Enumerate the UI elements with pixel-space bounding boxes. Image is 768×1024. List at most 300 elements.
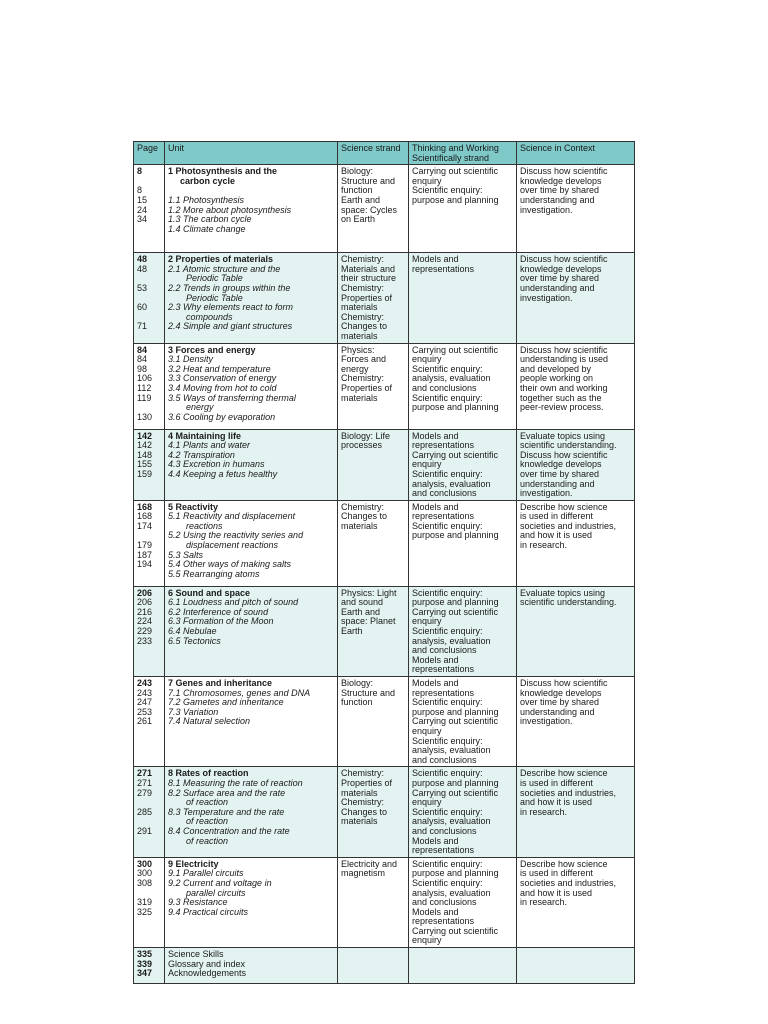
unit-title: 3 Forces and energy <box>168 344 256 355</box>
cell-line: purpose and planning <box>412 194 499 205</box>
cell-line: Chemistry: <box>341 797 385 808</box>
page-number: 142 <box>137 430 153 441</box>
cell-line: understanding and <box>520 194 595 205</box>
topic-number: 2.3 <box>168 302 184 313</box>
cell-line: purpose and planning <box>412 402 499 413</box>
cell-line: Scientific enquiry: <box>412 735 483 746</box>
topic-title: Tectonics <box>183 635 221 646</box>
topic-number: 6.3 <box>168 616 184 627</box>
unit-cell <box>165 253 338 343</box>
cell-line: Carrying out scientific <box>412 787 499 798</box>
topic-number: 7.1 <box>168 687 184 698</box>
page-number: 216 <box>137 606 153 617</box>
header-science-strand: Science strand <box>338 142 409 165</box>
cell-line: knowledge develops <box>520 687 602 698</box>
topic-title: The carbon cycle <box>183 214 252 225</box>
cell-line: Describe how science <box>520 768 608 779</box>
topic-title: Moving from hot to cold <box>183 382 277 393</box>
cell-line: Carrying out scientific <box>412 344 499 355</box>
science-strand-cell <box>338 165 409 253</box>
topic-number: 5.4 <box>168 559 184 570</box>
topic-line <box>168 225 334 235</box>
topic-number: 9.1 <box>168 868 184 879</box>
unit-cell <box>165 429 338 500</box>
unit-title: 7 Genes and inheritance <box>168 678 273 689</box>
science-in-context-cell <box>517 677 635 767</box>
page-cell <box>134 586 165 676</box>
cell-line: representations <box>412 511 475 522</box>
unit-title: 8 Rates of reaction <box>168 768 249 779</box>
cell-line: Discuss how scientific <box>520 166 608 177</box>
thinking-strand-cell <box>409 165 517 253</box>
topic-number: 5.2 <box>168 530 184 541</box>
topic-title: Transpiration <box>183 449 235 460</box>
page-number: 34 <box>137 214 148 225</box>
cell-line: knowledge develops <box>520 459 602 470</box>
topic-title: Reactivity and displacement <box>183 511 296 522</box>
page-number: 155 <box>137 459 153 470</box>
cell-line: Scientific enquiry: <box>412 587 483 598</box>
cell-line: Structure and <box>341 687 396 698</box>
cell-line: enquiry <box>412 935 442 946</box>
cell-line: representations <box>412 664 475 675</box>
cell-line: and conclusions <box>412 382 477 393</box>
page-number: 271 <box>137 768 153 779</box>
science-in-context-cell <box>517 165 635 253</box>
cell-line: Chemistry: <box>341 768 385 779</box>
header-science-in-context: Science in Context <box>517 142 635 165</box>
topic-number: 1.1 <box>168 194 184 205</box>
cell-line: space: Cycles <box>341 204 398 215</box>
page-cell <box>134 677 165 767</box>
thinking-strand-cell <box>409 857 517 947</box>
thinking-strand-cell <box>409 767 517 857</box>
topic-title: Measuring the rate of reaction <box>183 777 303 788</box>
cell-line: in research. <box>520 540 568 551</box>
cell-line: and conclusions <box>412 754 477 765</box>
page-number: 84 <box>137 344 148 355</box>
topic-line: parallel circuits <box>186 887 246 898</box>
topic-title: Atomic structure and the <box>182 263 281 274</box>
unit-row <box>134 429 635 500</box>
cell-line: Describe how science <box>520 858 608 869</box>
cell-line: Evaluate topics using <box>520 430 606 441</box>
topic-line: Periodic Table <box>186 292 243 303</box>
cell-line: Models and <box>412 835 459 846</box>
cell-line: Scientific enquiry: <box>412 520 483 531</box>
cell-line: space: Planet <box>341 616 396 627</box>
cell-line: enquiry <box>412 726 442 736</box>
topic-title: Chromosomes, genes and DNA <box>183 687 311 698</box>
page-number: 261 <box>137 716 153 727</box>
cell-line: analysis, evaluation <box>412 887 491 898</box>
topic-number: 7.4 <box>168 716 184 727</box>
cell-line: Models and <box>412 654 459 665</box>
topic-number: 3.2 <box>168 363 184 374</box>
page-number: 308 <box>137 877 153 888</box>
page-number: 71 <box>137 321 148 332</box>
cell-line: materials <box>341 787 378 798</box>
topic-line <box>168 470 334 480</box>
topic-title: Loudness and pitch of sound <box>183 597 299 608</box>
topic-number: 9.4 <box>168 906 184 917</box>
page-number: 179 <box>137 540 153 551</box>
cell-line: enquiry <box>412 797 442 808</box>
cell-line: and how it is used <box>520 797 593 808</box>
page-number: 347 <box>137 968 153 979</box>
cell-line: Properties of <box>341 292 393 303</box>
topic-title: Photosynthesis <box>183 194 245 205</box>
topic-line: of reaction <box>186 835 229 846</box>
cell-line: Scientific enquiry: <box>412 363 483 374</box>
cell-line: analysis, evaluation <box>412 635 491 646</box>
topic-line: of reaction <box>186 816 229 827</box>
cell-line: societies and industries, <box>520 787 617 798</box>
topic-line <box>168 322 334 332</box>
topic-title: Heat and temperature <box>183 363 271 374</box>
cell-line: Carrying out scientific <box>412 449 499 460</box>
unit-row <box>134 677 635 767</box>
cell-line: scientific understanding. <box>520 440 617 451</box>
unit-cell <box>165 677 338 767</box>
science-strand-cell <box>338 767 409 857</box>
cell-line: Earth and <box>341 194 381 205</box>
backmatter-row <box>134 948 635 984</box>
thinking-strand-cell <box>409 677 517 767</box>
topic-number: 7.2 <box>168 697 184 708</box>
cell-line: Changes to <box>341 511 388 522</box>
topic-number: 9.3 <box>168 897 184 908</box>
page-number: 84 <box>137 354 148 365</box>
cell-line: analysis, evaluation <box>412 816 491 827</box>
page-number: 148 <box>137 449 153 460</box>
science-in-context-cell <box>517 857 635 947</box>
cell-line: is used in different <box>520 511 593 522</box>
thinking-strand-cell <box>409 586 517 676</box>
topic-number: 6.5 <box>168 635 184 646</box>
cell-line: materials <box>341 392 378 403</box>
cell-line: Models and <box>412 501 459 512</box>
header-row <box>134 142 635 165</box>
cell-line: Scientific enquiry: <box>412 768 483 779</box>
topic-title: Plants and water <box>183 440 251 451</box>
unit-title: 1 Photosynthesis and the <box>168 166 278 177</box>
cell-line: Forces and <box>341 354 387 365</box>
topic-title: Conservation of energy <box>183 373 277 384</box>
cell-line: and conclusions <box>412 825 477 836</box>
cell-line: Physics: <box>341 344 375 355</box>
unit-cell <box>165 343 338 429</box>
topic-number: 8.1 <box>168 777 184 788</box>
cell-line: Chemistry: <box>341 282 385 293</box>
header-thinking-strand: Thinking and Working Scientifically strand <box>409 142 517 165</box>
page-number: 112 <box>137 382 152 393</box>
unit-row <box>134 165 635 253</box>
page-number: 48 <box>137 263 148 274</box>
unit-cell <box>165 165 338 253</box>
cell-line: purpose and planning <box>412 868 499 879</box>
unit-row <box>134 253 635 343</box>
topic-title: Parallel circuits <box>183 868 244 879</box>
page-cell <box>134 767 165 857</box>
topic-number: 2.2 <box>168 282 184 293</box>
topic-title: Natural selection <box>183 716 251 727</box>
cell-line: Evaluate topics using <box>520 587 606 598</box>
page-number: 243 <box>137 687 153 698</box>
topic-title: Keeping a fetus healthy <box>183 468 278 479</box>
page-number: 168 <box>137 511 153 522</box>
page-cell <box>134 253 165 343</box>
page-cell <box>134 343 165 429</box>
topic-title: Other ways of making salts <box>183 559 292 570</box>
topic-line <box>168 413 334 423</box>
topic-number: 3.4 <box>168 382 184 393</box>
topic-title: Gametes and inheritance <box>183 697 284 708</box>
cell-line: Scientific enquiry: <box>412 877 483 888</box>
cell-line: Properties of <box>341 382 393 393</box>
topic-number: 7.3 <box>168 706 184 717</box>
unit-row <box>134 500 635 586</box>
topic-number: 6.2 <box>168 606 184 617</box>
page-number: 98 <box>137 363 148 374</box>
cell-line: people working on <box>520 373 594 384</box>
topic-number: 5.5 <box>168 568 184 579</box>
page-number: 142 <box>137 440 153 451</box>
cell-line: and how it is used <box>520 887 593 898</box>
topic-line: displacement reactions <box>186 540 279 551</box>
cell-line: understanding and <box>520 478 595 489</box>
science-in-context-cell <box>517 343 635 429</box>
cell-line: Models and <box>412 906 459 917</box>
science-strand-cell <box>338 343 409 429</box>
page-cell <box>134 948 165 984</box>
topic-title: Simple and giant structures <box>183 321 293 332</box>
topic-title: Climate change <box>183 223 246 234</box>
unit-cell <box>165 500 338 586</box>
cell-line: Scientific enquiry: <box>412 468 483 479</box>
cell-line: investigation. <box>520 292 573 303</box>
unit-cell <box>165 767 338 857</box>
topic-line: compounds <box>186 311 233 322</box>
cell-line: representations <box>412 916 475 927</box>
cell-line: societies and industries, <box>520 877 617 888</box>
cell-line: Carrying out scientific <box>412 166 499 177</box>
topic-title: Variation <box>183 706 219 717</box>
topic-title: Rearranging atoms <box>183 568 260 579</box>
cell-line: Chemistry: <box>341 501 385 512</box>
cell-line: Models and <box>412 430 459 441</box>
topic-title: Using the reactivity series and <box>183 530 304 541</box>
unit-row <box>134 586 635 676</box>
topic-title: Nebulae <box>183 626 217 637</box>
cell-line: materials <box>341 302 378 313</box>
page-cell <box>134 857 165 947</box>
cell-line: representations <box>412 263 475 274</box>
cell-line: enquiry <box>412 459 442 470</box>
page-number: 53 <box>137 282 148 293</box>
topic-title: Practical circuits <box>183 906 249 917</box>
cell-line: Physics: Light <box>341 587 397 598</box>
cell-line: and conclusions <box>412 488 477 499</box>
cell-line: over time by shared <box>520 468 600 479</box>
page-number: 194 <box>137 559 153 570</box>
cell-line: together such as the <box>520 392 602 403</box>
cell-line: Earth and <box>341 606 381 617</box>
cell-line: Scientific enquiry: <box>412 392 483 403</box>
page-number: 48 <box>137 254 148 265</box>
topic-number: 3.6 <box>168 411 184 422</box>
topic-line <box>168 570 334 580</box>
cell-line: purpose and planning <box>412 597 499 608</box>
cell-line: and conclusions <box>412 645 477 656</box>
cell-line: materials <box>341 330 378 341</box>
cell-line: and conclusions <box>412 897 477 908</box>
cell-line: Chemistry: <box>341 373 385 384</box>
unit-title: 5 Reactivity <box>168 501 219 512</box>
cell-line: Biology: <box>341 166 374 177</box>
topic-title: Cooling by evaporation <box>183 411 276 422</box>
cell-line: purpose and planning <box>412 706 499 717</box>
page-number: 229 <box>137 626 153 637</box>
page-number: 174 <box>137 520 153 531</box>
science-strand-cell <box>338 586 409 676</box>
cell-line: Earth <box>341 626 363 637</box>
cell-line: is used in different <box>520 777 593 788</box>
topic-title: Concentration and the rate <box>183 825 290 836</box>
cell-line: Changes to <box>341 806 388 817</box>
page-number: 247 <box>137 697 153 708</box>
cell-line: representations <box>412 845 475 856</box>
topic-title: Formation of the Moon <box>183 616 274 627</box>
unit-cell <box>165 948 338 984</box>
unit-title: carbon cycle <box>180 175 236 186</box>
science-strand-cell <box>338 253 409 343</box>
topic-title: Trends in groups within the <box>183 282 291 293</box>
cell-line: understanding and <box>520 706 595 717</box>
topic-number: 4.2 <box>168 449 184 460</box>
cell-line: understanding is used <box>520 354 609 365</box>
cell-line: Biology: <box>341 678 374 689</box>
cell-line: knowledge develops <box>520 263 602 274</box>
page-number: 159 <box>137 468 153 479</box>
science-in-context-cell <box>517 767 635 857</box>
thinking-strand-cell <box>409 500 517 586</box>
cell-line: in research. <box>520 897 568 908</box>
science-strand-cell <box>338 677 409 767</box>
science-in-context-cell <box>517 948 635 984</box>
topic-number: 3.5 <box>168 392 184 403</box>
cell-line: Electricity and <box>341 858 398 869</box>
cell-line: and developed by <box>520 363 592 374</box>
cell-line: Carrying out scientific <box>412 606 499 617</box>
page-cell <box>134 500 165 586</box>
cell-line: materials <box>341 816 378 827</box>
cell-line: Biology: Life <box>341 430 391 441</box>
cell-line: purpose and planning <box>412 777 499 788</box>
topic-title: Density <box>183 354 214 365</box>
page-number: 130 <box>137 411 153 422</box>
cell-line: Scientific enquiry: <box>412 858 483 869</box>
page-number: 335 <box>137 949 153 960</box>
topic-title: Salts <box>183 549 204 560</box>
cell-line: function <box>341 697 373 708</box>
topic-number: 6.1 <box>168 597 184 608</box>
cell-line: Scientific enquiry: <box>412 626 483 637</box>
thinking-strand-cell <box>409 253 517 343</box>
cell-line: and sound <box>341 597 384 608</box>
topic-number: 1.4 <box>168 223 184 234</box>
unit-title: 4 Maintaining life <box>168 430 242 441</box>
header-page: Page <box>134 142 165 165</box>
unit-cell <box>165 586 338 676</box>
cell-line: investigation. <box>520 488 573 499</box>
cell-line: Structure and <box>341 175 396 186</box>
topic-title: Resistance <box>183 897 228 908</box>
cell-line: analysis, evaluation <box>412 478 491 489</box>
page-number: 206 <box>137 587 153 598</box>
science-strand-cell <box>338 429 409 500</box>
topic-title: Surface area and the rate <box>183 787 286 798</box>
contents-table <box>133 141 635 984</box>
cell-line: over time by shared <box>520 273 600 284</box>
topic-number: 8.2 <box>168 787 184 798</box>
science-in-context-cell <box>517 429 635 500</box>
topic-title: Interference of sound <box>183 606 269 617</box>
topic-number: 2.1 <box>168 263 183 274</box>
cell-line: understanding and <box>520 282 595 293</box>
science-in-context-cell <box>517 253 635 343</box>
science-in-context-cell <box>517 500 635 586</box>
cell-line: on Earth <box>341 214 376 225</box>
cell-line: processes <box>341 440 383 451</box>
cell-line: in research. <box>520 806 568 817</box>
page-cell <box>134 165 165 253</box>
page-number: 8 <box>137 185 143 196</box>
cell-line: Discuss how scientific <box>520 254 608 265</box>
thinking-strand-cell <box>409 429 517 500</box>
topic-number: 4.3 <box>168 459 184 470</box>
cell-line: function <box>341 185 373 196</box>
cell-line: Chemistry: <box>341 311 385 322</box>
page-number: 8 <box>137 166 143 177</box>
topic-number: 4.1 <box>168 440 184 451</box>
cell-line: representations <box>412 687 475 698</box>
page-number: 300 <box>137 868 153 879</box>
topic-number: 5.1 <box>168 511 184 522</box>
topic-line <box>168 908 334 918</box>
topic-number: 1.2 <box>168 204 184 215</box>
topic-number: 8.4 <box>168 825 184 836</box>
cell-line: knowledge develops <box>520 175 602 186</box>
topic-number: 3.3 <box>168 373 184 384</box>
unit-title: 6 Sound and space <box>168 587 251 598</box>
page-number: 300 <box>137 858 153 869</box>
page-number: 271 <box>137 777 153 788</box>
topic-number: 9.2 <box>168 877 184 888</box>
unit-cell <box>165 857 338 947</box>
cell-line: magnetism <box>341 868 386 879</box>
page-number: 60 <box>137 302 148 313</box>
cell-line: Scientific enquiry: <box>412 185 483 196</box>
cell-line: over time by shared <box>520 185 600 196</box>
cell-line: is used in different <box>520 868 593 879</box>
thinking-strand-cell <box>409 948 517 984</box>
cell-line: investigation. <box>520 716 573 727</box>
page-cell <box>134 429 165 500</box>
cell-line: Models and <box>412 254 459 265</box>
page-number: 243 <box>137 678 153 689</box>
page-number: 339 <box>137 958 153 969</box>
